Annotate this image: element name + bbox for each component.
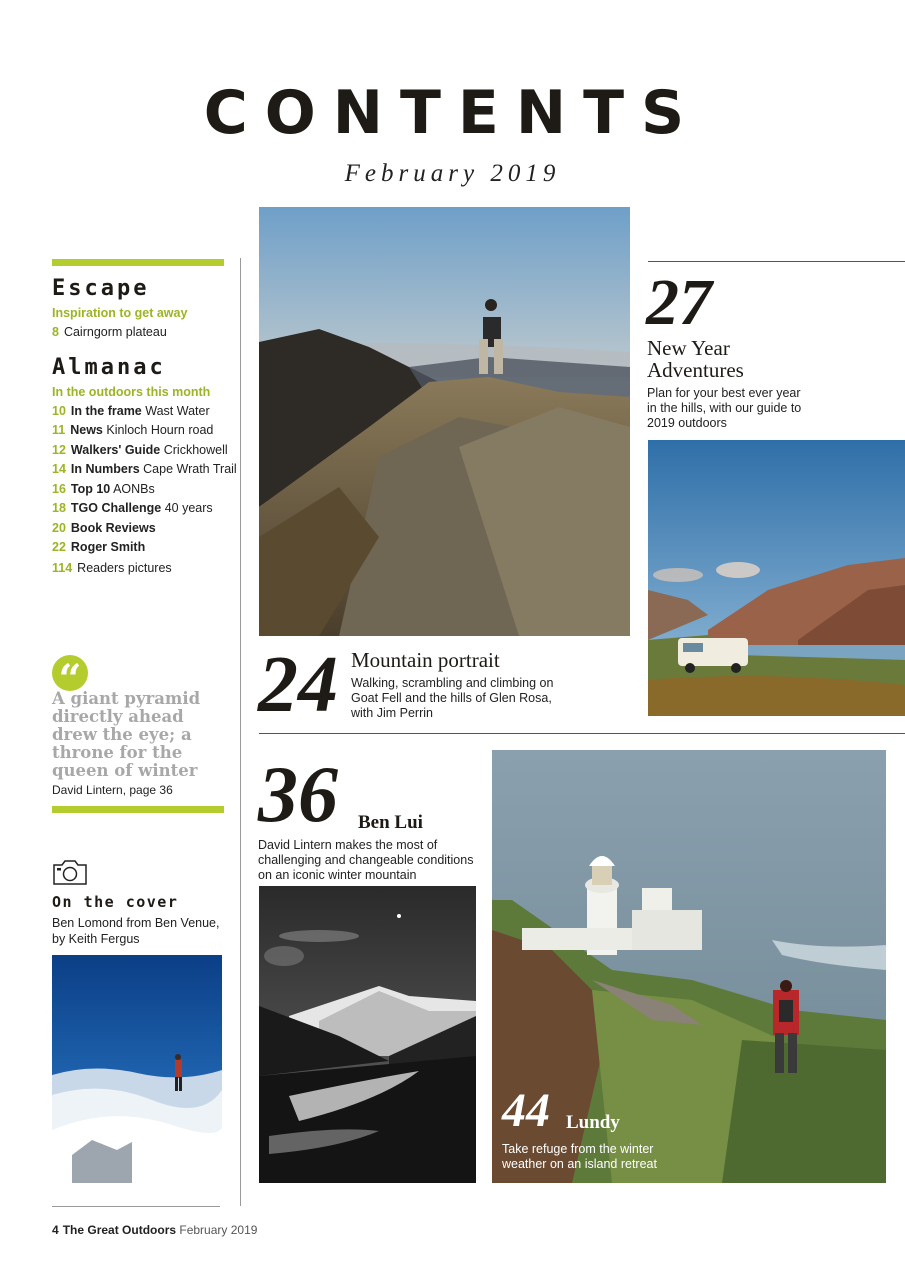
item-page-number: 11 xyxy=(52,423,66,437)
feature-24-number: 24 xyxy=(258,641,338,729)
item-title: Walkers' Guide xyxy=(70,443,161,457)
item-title: Book Reviews xyxy=(70,521,156,535)
item-page-number: 16 xyxy=(52,482,66,496)
item-page-number: 8 xyxy=(52,325,59,339)
contents-item[interactable] xyxy=(52,462,237,476)
almanac-subheading: In the outdoors this month xyxy=(52,385,211,399)
accent-bar xyxy=(52,259,224,266)
contents-item[interactable] xyxy=(52,482,155,496)
item-text: AONBs xyxy=(113,482,155,496)
contents-item[interactable] xyxy=(52,501,213,515)
cover-caption: Ben Lomond from Ben Venue, by Keith Fergus xyxy=(52,916,220,946)
item-title: TGO Challenge xyxy=(70,501,162,515)
feature-27-number: 27 xyxy=(646,266,712,339)
item-text: Cape Wrath Trail xyxy=(143,462,237,476)
escape-subheading: Inspiration to get away xyxy=(52,306,188,320)
ben-lui-photo[interactable] xyxy=(259,886,476,1183)
magazine-name: The Great Outdoors xyxy=(62,1223,177,1237)
item-text: Readers pictures xyxy=(77,561,172,575)
feature-36-number: 36 xyxy=(258,751,338,839)
page-number: 4 xyxy=(52,1223,59,1237)
item-page-number: 22 xyxy=(52,540,66,554)
item-title: In the frame xyxy=(70,404,142,418)
page-footer xyxy=(52,1223,257,1237)
item-text: 40 years xyxy=(164,501,213,515)
item-page-number: 10 xyxy=(52,404,66,418)
item-text: Wast Water xyxy=(145,404,210,418)
quote-icon: “ xyxy=(52,655,88,691)
contents-item[interactable] xyxy=(52,443,228,457)
column-divider xyxy=(240,258,241,1206)
item-title: Roger Smith xyxy=(70,540,146,554)
feature-24-description: Walking, scrambling and climbing on Goat Fell and the hills of Glen Rosa, with Jim Perrin xyxy=(351,676,554,720)
cover-heading: On the cover xyxy=(52,893,179,911)
escape-heading: Escape xyxy=(52,276,150,301)
accent-bar xyxy=(52,806,224,813)
feature-36-description: David Lintern makes the most of challenging and changeable conditions on an iconic winter mountain xyxy=(258,838,474,882)
cover-photo[interactable] xyxy=(52,955,222,1183)
feature-24-title[interactable]: Mountain portrait xyxy=(351,648,500,672)
item-page-number: 18 xyxy=(52,501,66,515)
page-title: CONTENTS xyxy=(203,78,702,148)
item-title: News xyxy=(70,423,103,437)
pull-quote: A giant pyramid directly ahead drew the eye; a throne for the queen of winter xyxy=(52,689,201,780)
quote-attribution: David Lintern, page 36 xyxy=(52,783,173,797)
item-title: Top 10 xyxy=(70,482,111,496)
feature-rule xyxy=(648,261,905,262)
feature-rule xyxy=(259,733,905,734)
feature-27-description: Plan for your best ever year in the hills, with our guide to 2019 outdoors xyxy=(647,386,802,430)
footer-rule xyxy=(52,1206,220,1207)
new-year-adventures-photo[interactable] xyxy=(648,440,905,716)
feature-36-title[interactable]: Ben Lui xyxy=(358,812,423,833)
feature-44-number: 44 xyxy=(502,1084,550,1137)
feature-44-description: Take refuge from the winter weather on an island retreat xyxy=(502,1142,657,1171)
contents-item[interactable] xyxy=(52,540,145,554)
feature-27-title-line1: New Year xyxy=(647,336,730,360)
camera-icon xyxy=(52,858,88,886)
item-title: In Numbers xyxy=(70,462,140,476)
almanac-heading: Almanac xyxy=(52,355,166,380)
contents-item[interactable] xyxy=(52,423,213,437)
contents-item[interactable] xyxy=(52,521,156,535)
item-text: Cairngorm plateau xyxy=(63,325,167,339)
item-page-number: 12 xyxy=(52,443,66,457)
item-page-number: 14 xyxy=(52,462,66,476)
lundy-photo[interactable] xyxy=(492,750,886,1183)
contents-item[interactable] xyxy=(52,404,210,418)
contents-item[interactable] xyxy=(52,325,167,339)
feature-27-title-line2: Adventures xyxy=(647,358,744,382)
footer-date: February 2019 xyxy=(179,1223,258,1237)
mountain-portrait-photo[interactable] xyxy=(259,207,630,636)
feature-44-title[interactable]: Lundy xyxy=(566,1112,620,1133)
contents-item[interactable] xyxy=(52,561,172,575)
item-text: Crickhowell xyxy=(163,443,228,457)
feature-27-title[interactable] xyxy=(647,337,744,381)
issue-date: February 2019 xyxy=(344,160,561,187)
item-text: Kinloch Hourn road xyxy=(106,423,214,437)
item-page-number: 114 xyxy=(52,561,73,575)
item-page-number: 20 xyxy=(52,521,66,535)
